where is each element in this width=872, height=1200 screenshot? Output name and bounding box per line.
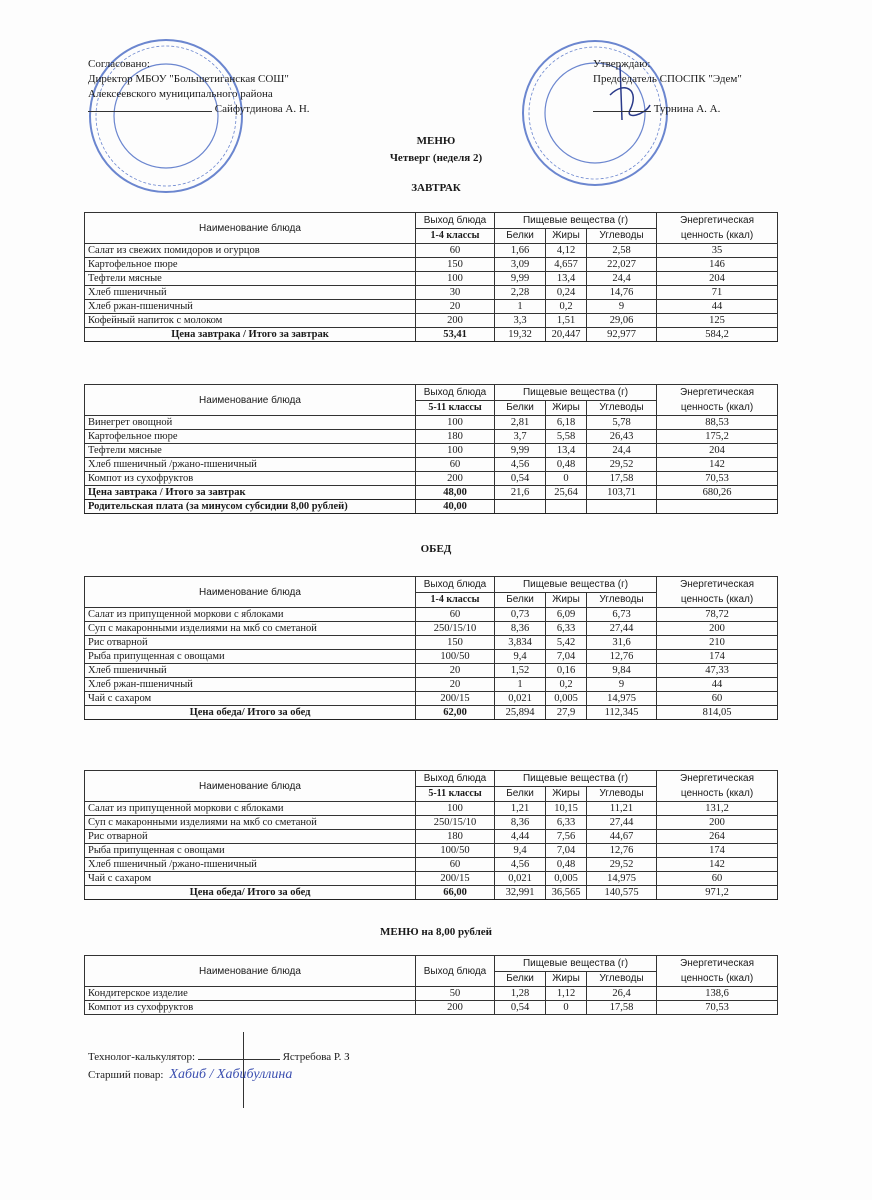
table-row bbox=[85, 650, 778, 664]
dish-energy: 125 bbox=[657, 314, 778, 328]
dish-name: Рис отварной bbox=[85, 636, 416, 650]
total-dish-carbs: 112,345 bbox=[587, 706, 657, 720]
total-dish-fat: 36,565 bbox=[546, 886, 587, 900]
header-class-group: 1-4 классы bbox=[416, 228, 495, 244]
agreed-label: Согласовано: bbox=[88, 58, 150, 70]
dish-protein: 2,28 bbox=[495, 286, 546, 300]
dish-protein: 4,44 bbox=[495, 830, 546, 844]
dish-energy: 174 bbox=[657, 650, 778, 664]
chef-label: Старший повар: bbox=[88, 1069, 164, 1081]
dish-name: Салат из припущенной моркови с яблоками bbox=[85, 802, 416, 816]
dish-name: Хлеб пшеничный bbox=[85, 286, 416, 300]
approval-left bbox=[88, 57, 310, 117]
table-row bbox=[85, 244, 778, 258]
dish-fat: 6,09 bbox=[546, 608, 587, 622]
total-dish-yield: 53,41 bbox=[416, 328, 495, 342]
dish-carbs: 27,44 bbox=[587, 816, 657, 830]
dish-energy: 70,53 bbox=[657, 472, 778, 486]
header-nutrients: Пищевые вещества (г) bbox=[495, 956, 657, 972]
table-row bbox=[85, 858, 778, 872]
dish-yield: 150 bbox=[416, 636, 495, 650]
dish-yield: 100/50 bbox=[416, 650, 495, 664]
header-nutrients: Пищевые вещества (г) bbox=[495, 213, 657, 229]
dish-energy: 60 bbox=[657, 692, 778, 706]
table-row bbox=[85, 664, 778, 678]
chair-title: Председатель СПОСПК "Эдем" bbox=[593, 73, 742, 85]
dish-energy: 175,2 bbox=[657, 430, 778, 444]
table-header bbox=[85, 577, 778, 593]
dish-yield: 50 bbox=[416, 987, 495, 1001]
dish-energy: 78,72 bbox=[657, 608, 778, 622]
dish-fat: 10,15 bbox=[546, 802, 587, 816]
dish-yield: 100 bbox=[416, 444, 495, 458]
dish-fat: 4,657 bbox=[546, 258, 587, 272]
dish-carbs: 29,52 bbox=[587, 458, 657, 472]
header-yield: Выход блюда bbox=[416, 577, 495, 593]
total-dish-energy: 584,2 bbox=[657, 328, 778, 342]
dish-carbs: 9,84 bbox=[587, 664, 657, 678]
page-title: МЕНЮ bbox=[416, 135, 456, 147]
header-name: Наименование блюда bbox=[85, 577, 416, 608]
dish-protein: 8,36 bbox=[495, 622, 546, 636]
header-yield: Выход блюда bbox=[416, 213, 495, 229]
header-energy: Энергетическая ценность (ккал) bbox=[657, 956, 778, 987]
total-dish-yield: 48,00 bbox=[416, 486, 495, 500]
dish-energy: 138,6 bbox=[657, 987, 778, 1001]
dish-fat: 7,04 bbox=[546, 650, 587, 664]
header-nutrients: Пищевые вещества (г) bbox=[495, 771, 657, 787]
dish-name: Чай с сахаром bbox=[85, 692, 416, 706]
chair-name: Турнина А. А. bbox=[653, 103, 721, 115]
table-row bbox=[85, 472, 778, 486]
dish-fat: 0,48 bbox=[546, 858, 587, 872]
header-class-group: 1-4 классы bbox=[416, 592, 495, 608]
header-protein: Белки bbox=[495, 786, 546, 802]
menu-8-table bbox=[84, 955, 778, 1015]
table-row bbox=[85, 872, 778, 886]
dish-carbs: 26,43 bbox=[587, 430, 657, 444]
dish-carbs: 12,76 bbox=[587, 650, 657, 664]
total-dish-yield: 66,00 bbox=[416, 886, 495, 900]
total-row bbox=[85, 706, 778, 720]
table-header bbox=[85, 385, 778, 401]
dish-energy: 44 bbox=[657, 300, 778, 314]
table-row bbox=[85, 622, 778, 636]
dish-yield: 30 bbox=[416, 286, 495, 300]
dish-yield: 100/50 bbox=[416, 844, 495, 858]
technologist-name: Ястребова Р. З bbox=[282, 1051, 350, 1063]
section-breakfast: ЗАВТРАК bbox=[411, 182, 461, 194]
dish-carbs: 22,027 bbox=[587, 258, 657, 272]
dish-name: Тефтели мясные bbox=[85, 272, 416, 286]
header-protein: Белки bbox=[495, 592, 546, 608]
dish-name: Компот из сухофруктов bbox=[85, 1001, 416, 1015]
dish-yield: 100 bbox=[416, 416, 495, 430]
dish-fat: 0 bbox=[546, 1001, 587, 1015]
dish-fat: 5,58 bbox=[546, 430, 587, 444]
table-row bbox=[85, 678, 778, 692]
dish-name: Хлеб пшеничный bbox=[85, 664, 416, 678]
dish-fat: 0,005 bbox=[546, 692, 587, 706]
header-name: Наименование блюда bbox=[85, 771, 416, 802]
dish-name: Суп с макаронными изделиями на мкб со сметаной bbox=[85, 816, 416, 830]
header-fat: Жиры bbox=[546, 400, 587, 416]
dish-energy: 131,2 bbox=[657, 802, 778, 816]
dish-protein: 0,73 bbox=[495, 608, 546, 622]
footer bbox=[88, 1050, 350, 1083]
dish-yield: 20 bbox=[416, 300, 495, 314]
dish-energy: 204 bbox=[657, 272, 778, 286]
header-nutrients: Пищевые вещества (г) bbox=[495, 385, 657, 401]
dish-carbs: 14,76 bbox=[587, 286, 657, 300]
dish-yield: 60 bbox=[416, 244, 495, 258]
table-row bbox=[85, 430, 778, 444]
header-energy: Энергетическая ценность (ккал) bbox=[657, 213, 778, 244]
dish-protein: 9,4 bbox=[495, 844, 546, 858]
dish-protein: 9,99 bbox=[495, 272, 546, 286]
dish-carbs: 27,44 bbox=[587, 622, 657, 636]
dish-yield: 20 bbox=[416, 664, 495, 678]
dish-name: Салат из свежих помидоров и огурцов bbox=[85, 244, 416, 258]
total-dish-fat: 25,64 bbox=[546, 486, 587, 500]
dish-name: Рис отварной bbox=[85, 830, 416, 844]
dish-name: Хлеб пшеничный /ржано-пшеничный bbox=[85, 858, 416, 872]
header-name: Наименование блюда bbox=[85, 385, 416, 416]
total-dish-name: Цена обеда/ Итого за обед bbox=[85, 706, 416, 720]
dish-protein: 1,52 bbox=[495, 664, 546, 678]
table-row bbox=[85, 608, 778, 622]
table-row bbox=[85, 816, 778, 830]
header-energy: Энергетическая ценность (ккал) bbox=[657, 385, 778, 416]
dish-name: Картофельное пюре bbox=[85, 258, 416, 272]
dish-protein: 1 bbox=[495, 678, 546, 692]
dish-yield: 200 bbox=[416, 1001, 495, 1015]
dish-carbs: 17,58 bbox=[587, 472, 657, 486]
header-fat: Жиры bbox=[546, 228, 587, 244]
dish-protein: 1,66 bbox=[495, 244, 546, 258]
dish-carbs: 2,58 bbox=[587, 244, 657, 258]
dish-carbs: 14,975 bbox=[587, 692, 657, 706]
table-row bbox=[85, 286, 778, 300]
dish-carbs: 44,67 bbox=[587, 830, 657, 844]
header-yield: Выход блюда bbox=[416, 771, 495, 787]
dish-energy: 200 bbox=[657, 622, 778, 636]
dish-yield: 150 bbox=[416, 258, 495, 272]
dish-carbs: 12,76 bbox=[587, 844, 657, 858]
director-name: Сайфутдинова А. Н. bbox=[214, 103, 310, 115]
dish-carbs: 9 bbox=[587, 678, 657, 692]
dish-energy: 60 bbox=[657, 872, 778, 886]
table-row bbox=[85, 636, 778, 650]
dish-fat: 0,2 bbox=[546, 300, 587, 314]
dish-name: Хлеб пшеничный /ржано-пшеничный bbox=[85, 458, 416, 472]
dish-carbs: 14,975 bbox=[587, 872, 657, 886]
dish-carbs: 29,52 bbox=[587, 858, 657, 872]
dish-energy: 204 bbox=[657, 444, 778, 458]
dish-yield: 250/15/10 bbox=[416, 622, 495, 636]
dish-name: Рыба припущенная с овощами bbox=[85, 844, 416, 858]
dish-name: Картофельное пюре bbox=[85, 430, 416, 444]
total-dish-fat: 27,9 bbox=[546, 706, 587, 720]
dish-energy: 88,53 bbox=[657, 416, 778, 430]
table-row bbox=[85, 802, 778, 816]
dish-yield: 100 bbox=[416, 272, 495, 286]
header-carbs: Углеводы bbox=[587, 786, 657, 802]
dish-protein: 9,4 bbox=[495, 650, 546, 664]
dish-energy: 47,33 bbox=[657, 664, 778, 678]
dish-protein: 1 bbox=[495, 300, 546, 314]
dish-protein: 0,54 bbox=[495, 472, 546, 486]
dish-protein: 3,3 bbox=[495, 314, 546, 328]
dish-fat: 7,04 bbox=[546, 844, 587, 858]
total-dish-carbs: 92,977 bbox=[587, 328, 657, 342]
dish-fat: 0,2 bbox=[546, 678, 587, 692]
dish-protein: 3,7 bbox=[495, 430, 546, 444]
total-dish-name: Цена завтрака / Итого за завтрак bbox=[85, 328, 416, 342]
total-dish-carbs: 103,71 bbox=[587, 486, 657, 500]
header-carbs: Углеводы bbox=[587, 592, 657, 608]
header-class-group: 5-11 классы bbox=[416, 786, 495, 802]
dish-name: Кофейный напиток с молоком bbox=[85, 314, 416, 328]
total-dish-energy: 971,2 bbox=[657, 886, 778, 900]
total-row bbox=[85, 886, 778, 900]
dish-yield: 200/15 bbox=[416, 872, 495, 886]
header-class-group: 5-11 классы bbox=[416, 400, 495, 416]
dish-carbs: 29,06 bbox=[587, 314, 657, 328]
dish-energy: 71 bbox=[657, 286, 778, 300]
dish-carbs: 11,21 bbox=[587, 802, 657, 816]
district: Алексеевского муниципального района bbox=[88, 88, 273, 100]
section-lunch: ОБЕД bbox=[420, 543, 452, 555]
header-protein: Белки bbox=[495, 228, 546, 244]
total-dish-yield: 62,00 bbox=[416, 706, 495, 720]
dish-protein: 4,56 bbox=[495, 858, 546, 872]
dish-name: Винегрет овощной bbox=[85, 416, 416, 430]
table-row bbox=[85, 300, 778, 314]
dish-protein: 3,834 bbox=[495, 636, 546, 650]
extra-dish-yield: 40,00 bbox=[416, 500, 495, 514]
total-dish-energy: 680,26 bbox=[657, 486, 778, 500]
header-protein: Белки bbox=[495, 971, 546, 987]
dish-yield: 200/15 bbox=[416, 692, 495, 706]
header-yield: Выход блюда bbox=[416, 956, 495, 987]
header-fat: Жиры bbox=[546, 971, 587, 987]
table-header bbox=[85, 771, 778, 787]
dish-carbs: 31,6 bbox=[587, 636, 657, 650]
dish-name: Хлеб ржан-пшеничный bbox=[85, 678, 416, 692]
extra-row bbox=[85, 500, 778, 514]
table-row bbox=[85, 314, 778, 328]
total-dish-fat: 20,447 bbox=[546, 328, 587, 342]
header-energy: Энергетическая ценность (ккал) bbox=[657, 771, 778, 802]
dish-fat: 7,56 bbox=[546, 830, 587, 844]
dish-carbs: 24,4 bbox=[587, 444, 657, 458]
dish-name: Кондитерское изделие bbox=[85, 987, 416, 1001]
dish-energy: 142 bbox=[657, 858, 778, 872]
dish-energy: 146 bbox=[657, 258, 778, 272]
dish-energy: 200 bbox=[657, 816, 778, 830]
extra-dish-energy bbox=[657, 500, 778, 514]
header-fat: Жиры bbox=[546, 592, 587, 608]
page-subtitle: Четверг (неделя 2) bbox=[389, 152, 483, 164]
table-row bbox=[85, 987, 778, 1001]
dish-yield: 20 bbox=[416, 678, 495, 692]
table-row bbox=[85, 844, 778, 858]
header-carbs: Углеводы bbox=[587, 228, 657, 244]
total-dish-name: Цена обеда/ Итого за обед bbox=[85, 886, 416, 900]
dish-carbs: 9 bbox=[587, 300, 657, 314]
dish-carbs: 6,73 bbox=[587, 608, 657, 622]
dish-fat: 1,51 bbox=[546, 314, 587, 328]
dish-yield: 60 bbox=[416, 858, 495, 872]
header-protein: Белки bbox=[495, 400, 546, 416]
dish-energy: 210 bbox=[657, 636, 778, 650]
dish-yield: 180 bbox=[416, 830, 495, 844]
dish-carbs: 26,4 bbox=[587, 987, 657, 1001]
dish-energy: 44 bbox=[657, 678, 778, 692]
dish-protein: 1,21 bbox=[495, 802, 546, 816]
header-carbs: Углеводы bbox=[587, 400, 657, 416]
header-name: Наименование блюда bbox=[85, 956, 416, 987]
dish-yield: 100 bbox=[416, 802, 495, 816]
dish-fat: 5,42 bbox=[546, 636, 587, 650]
breakfast-table-5-11 bbox=[84, 384, 778, 514]
table-row bbox=[85, 458, 778, 472]
dish-fat: 0,48 bbox=[546, 458, 587, 472]
extra-dish-name: Родительская плата (за минусом субсидии 8,00 рублей) bbox=[85, 500, 416, 514]
table-row bbox=[85, 444, 778, 458]
dish-name: Чай с сахаром bbox=[85, 872, 416, 886]
approved-label: Утверждаю: bbox=[593, 58, 651, 70]
table-header bbox=[85, 956, 778, 972]
dish-fat: 0,005 bbox=[546, 872, 587, 886]
dish-name: Хлеб ржан-пшеничный bbox=[85, 300, 416, 314]
total-dish-protein: 19,32 bbox=[495, 328, 546, 342]
dish-yield: 60 bbox=[416, 458, 495, 472]
header-fat: Жиры bbox=[546, 786, 587, 802]
dish-name: Рыба припущенная с овощами bbox=[85, 650, 416, 664]
dish-name: Суп с макаронными изделиями на мкб со сметаной bbox=[85, 622, 416, 636]
total-row bbox=[85, 328, 778, 342]
total-row bbox=[85, 486, 778, 500]
dish-fat: 1,12 bbox=[546, 987, 587, 1001]
total-dish-carbs: 140,575 bbox=[587, 886, 657, 900]
dish-fat: 4,12 bbox=[546, 244, 587, 258]
dish-protein: 4,56 bbox=[495, 458, 546, 472]
dish-yield: 200 bbox=[416, 314, 495, 328]
dish-energy: 142 bbox=[657, 458, 778, 472]
dish-protein: 1,28 bbox=[495, 987, 546, 1001]
total-dish-name: Цена завтрака / Итого за завтрак bbox=[85, 486, 416, 500]
dish-fat: 0 bbox=[546, 472, 587, 486]
total-dish-protein: 32,991 bbox=[495, 886, 546, 900]
dish-fat: 13,4 bbox=[546, 444, 587, 458]
header-name: Наименование блюда bbox=[85, 213, 416, 244]
dish-protein: 0,54 bbox=[495, 1001, 546, 1015]
dish-name: Компот из сухофруктов bbox=[85, 472, 416, 486]
dish-carbs: 24,4 bbox=[587, 272, 657, 286]
dish-yield: 180 bbox=[416, 430, 495, 444]
dish-fat: 6,33 bbox=[546, 622, 587, 636]
dish-protein: 8,36 bbox=[495, 816, 546, 830]
dish-energy: 174 bbox=[657, 844, 778, 858]
dish-energy: 35 bbox=[657, 244, 778, 258]
dish-yield: 250/15/10 bbox=[416, 816, 495, 830]
extra-dish-protein bbox=[495, 500, 546, 514]
director-title: Директор МБОУ "Большетиганская СОШ" bbox=[88, 73, 289, 85]
extra-dish-fat bbox=[546, 500, 587, 514]
dish-fat: 6,18 bbox=[546, 416, 587, 430]
dish-fat: 0,24 bbox=[546, 286, 587, 300]
breakfast-table-1-4 bbox=[84, 212, 778, 342]
table-row bbox=[85, 272, 778, 286]
header-carbs: Углеводы bbox=[587, 971, 657, 987]
table-row bbox=[85, 692, 778, 706]
technologist-label: Технолог-калькулятор: bbox=[88, 1051, 196, 1063]
dish-yield: 60 bbox=[416, 608, 495, 622]
total-dish-energy: 814,05 bbox=[657, 706, 778, 720]
dish-protein: 0,021 bbox=[495, 872, 546, 886]
dish-fat: 13,4 bbox=[546, 272, 587, 286]
dish-yield: 200 bbox=[416, 472, 495, 486]
table-row bbox=[85, 416, 778, 430]
total-dish-protein: 21,6 bbox=[495, 486, 546, 500]
header-nutrients: Пищевые вещества (г) bbox=[495, 577, 657, 593]
dish-name: Салат из припущенной моркови с яблоками bbox=[85, 608, 416, 622]
total-dish-protein: 25,894 bbox=[495, 706, 546, 720]
dish-fat: 0,16 bbox=[546, 664, 587, 678]
dish-protein: 3,09 bbox=[495, 258, 546, 272]
approval-right bbox=[593, 57, 742, 117]
dish-protein: 9,99 bbox=[495, 444, 546, 458]
dish-protein: 2,81 bbox=[495, 416, 546, 430]
dish-protein: 0,021 bbox=[495, 692, 546, 706]
dish-fat: 6,33 bbox=[546, 816, 587, 830]
table-row bbox=[85, 830, 778, 844]
table-row bbox=[85, 258, 778, 272]
dish-carbs: 5,78 bbox=[587, 416, 657, 430]
header-energy: Энергетическая ценность (ккал) bbox=[657, 577, 778, 608]
dish-carbs: 17,58 bbox=[587, 1001, 657, 1015]
table-header bbox=[85, 213, 778, 229]
section-menu-8: МЕНЮ на 8,00 рублей bbox=[380, 926, 492, 938]
lunch-table-5-11 bbox=[84, 770, 778, 900]
table-row bbox=[85, 1001, 778, 1015]
chef-signature: Хабиб / Хабибуллина bbox=[169, 1067, 293, 1082]
lunch-table-1-4 bbox=[84, 576, 778, 720]
header-yield: Выход блюда bbox=[416, 385, 495, 401]
extra-dish-carbs bbox=[587, 500, 657, 514]
dish-name: Тефтели мясные bbox=[85, 444, 416, 458]
dish-energy: 264 bbox=[657, 830, 778, 844]
dish-energy: 70,53 bbox=[657, 1001, 778, 1015]
